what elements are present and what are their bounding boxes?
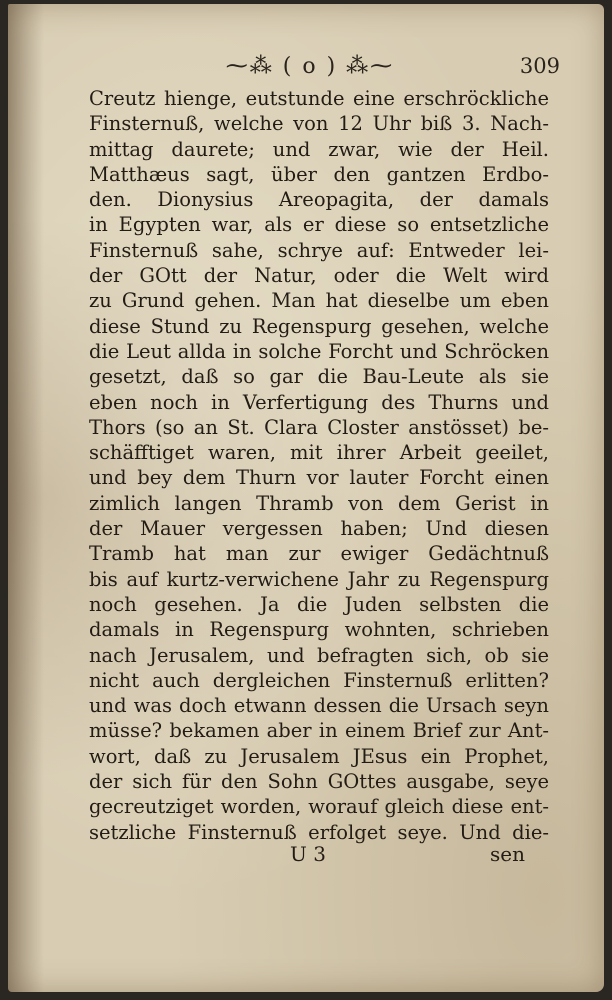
text-line: eben noch in Verfertigung des Thurns und — [89, 390, 549, 414]
text-line: gesetzt, daß so gar die Bau-Leute als sie — [89, 365, 549, 389]
text-line: zu Grund gehen. Man hat dieselbe um eben — [89, 289, 549, 313]
text-line: setzliche Finsternuß erfolget seye. Und die- — [89, 820, 549, 844]
text-line: der GOtt der Natur, oder die Welt wird — [89, 264, 549, 288]
text-line: schäfftiget waren, mit ihrer Arbeit geeilet, — [89, 441, 549, 465]
text-line: damals in Regenspurg wohnten, schrieben — [89, 618, 549, 642]
text-line: Finsternuß sahe, schrye auf: Entweder lei- — [89, 238, 549, 262]
text-line: müsse? bekamen aber in einem Brief zur Ant- — [89, 719, 549, 743]
text-line: wort, daß zu Jerusalem JEsus ein Prophet, — [89, 744, 549, 768]
signature-mark: U 3 — [290, 842, 326, 866]
text-line: der sich für den Sohn GOttes ausgabe, seye — [89, 770, 549, 794]
header-ornament: ⁓⁂ ( o ) ⁂⁓ — [225, 54, 395, 79]
text-line: Thors (so an St. Clara Closter anstösset) be- — [89, 415, 549, 439]
text-line: nicht auch dergleichen Finsternuß erlitten? — [89, 668, 549, 692]
text-line: diese Stund zu Regenspurg gesehen, welche — [89, 314, 549, 338]
text-line: Tramb hat man zur ewiger Gedächtnuß — [89, 542, 549, 566]
text-line: gecreutziget worden, worauf gleich diese ent- — [89, 795, 549, 819]
text-line: Finsternuß, welche von 12 Uhr biß 3. Nach- — [89, 112, 549, 136]
text-line: und bey dem Thurn vor lauter Forcht einen — [89, 466, 549, 490]
text-line: zimlich langen Thramb von dem Gerist in — [89, 491, 549, 515]
page-footer — [0, 842, 612, 872]
text-line: Matthæus sagt, über den gantzen Erdbo- — [89, 162, 549, 186]
catchword: sen — [490, 842, 525, 866]
running-head — [0, 54, 612, 88]
body-text — [89, 86, 549, 845]
text-line: bis auf kurtz-verwichene Jahr zu Regenspurg — [89, 567, 549, 591]
text-line: die Leut allda in solche Forcht und Schröcken — [89, 339, 549, 363]
text-line: mittag daurete; und zwar, wie der Heil. — [89, 137, 549, 161]
text-line: den. Dionysius Areopagita, der damals — [89, 188, 549, 212]
text-line: Creutz hienge, eutstunde eine erschröckliche — [89, 87, 549, 110]
text-line: in Egypten war, als er diese so entsetzliche — [89, 213, 549, 237]
text-line: noch gesehen. Ja die Juden selbsten die — [89, 592, 549, 616]
text-line: nach Jerusalem, und befragten sich, ob sie — [89, 643, 549, 667]
text-line: und was doch etwann dessen die Ursach seyn — [89, 694, 549, 718]
page-number: 309 — [519, 54, 560, 78]
text-line: der Mauer vergessen haben; Und diesen — [89, 517, 549, 541]
